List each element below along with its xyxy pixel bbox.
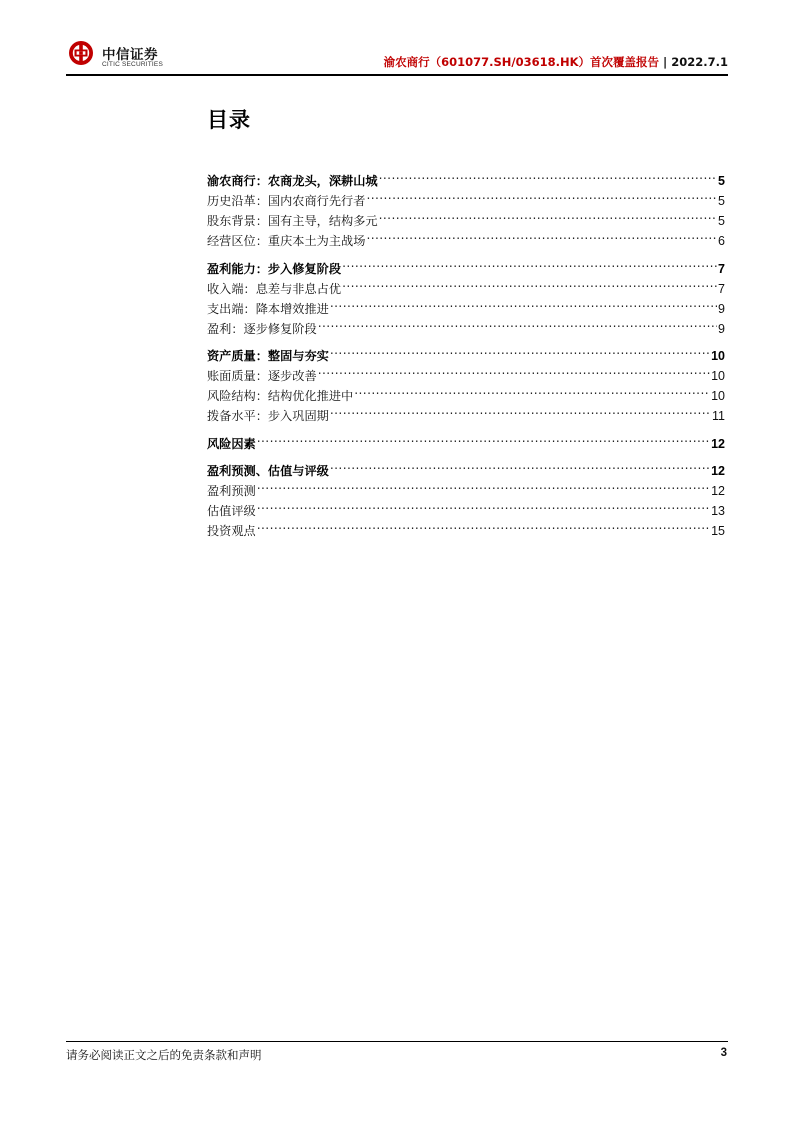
toc-dot-leader (354, 380, 710, 400)
toc-dot-leader (330, 455, 710, 475)
toc-entry-title: 资产质量：整固与夯实 (207, 349, 329, 363)
footer-disclaimer: 请务必阅读正文之后的免责条款和声明 (66, 1048, 262, 1062)
footer-divider (66, 1041, 728, 1042)
toc-dot-leader (318, 313, 717, 333)
toc-dot-leader (257, 475, 710, 495)
toc-dot-leader (318, 360, 710, 380)
toc-entry-page: 13 (711, 504, 725, 518)
toc-entry-title: 风险结构：结构优化推进中 (207, 389, 354, 403)
toc-section-entry[interactable] (207, 340, 725, 363)
toc-entry-page: 11 (712, 409, 725, 423)
report-title: 渝农商行（601077.SH/03618.HK）首次覆盖报告 (383, 55, 660, 69)
toc-dot-leader (257, 495, 710, 515)
toc-heading: 目录 (207, 108, 251, 132)
toc-entry-page: 10 (711, 389, 725, 403)
toc-entry-title: 风险因素 (207, 436, 256, 451)
report-date: 2022.7.1 (671, 55, 728, 69)
toc-section-entry[interactable] (207, 455, 725, 478)
toc-subsection-entry[interactable] (207, 475, 725, 498)
toc-dot-leader (330, 400, 711, 420)
toc-dot-leader (366, 185, 717, 205)
toc-entry-page: 5 (718, 174, 725, 188)
toc-dot-leader (342, 273, 717, 293)
report-info (384, 54, 728, 70)
page-header (66, 36, 728, 76)
toc-entry-page: 15 (711, 524, 725, 538)
toc-entry-title: 盈利预测 (207, 484, 256, 498)
toc-entry-title: 历史沿革：国内农商行先行者 (207, 194, 366, 208)
toc-entry-title: 账面质量：逐步改善 (207, 369, 317, 383)
toc-dot-leader (379, 205, 717, 225)
toc-entry-page: 9 (718, 321, 725, 336)
toc-dot-leader (330, 293, 717, 313)
logo-text-en: CITIC SECURITIES (102, 61, 163, 68)
toc-entry-page: 5 (718, 194, 725, 208)
toc-entry-page: 5 (718, 214, 725, 228)
toc-entry-title: 收入端：息差与非息占优 (207, 281, 342, 296)
toc-dot-leader (342, 253, 717, 273)
toc-dot-leader (257, 428, 710, 448)
toc-section-gap (207, 448, 725, 456)
toc-subsection-entry[interactable] (207, 515, 725, 538)
toc-entry-title: 拨备水平：步入巩固期 (207, 409, 329, 423)
toc-entry-title: 渝农商行：农商龙头，深耕山城 (207, 174, 378, 188)
toc-entry-title: 股东背景：国有主导，结构多元 (207, 214, 378, 228)
logo-text-cn: 中信证券 (102, 47, 158, 63)
header-divider (66, 74, 728, 76)
toc-entry-title: 经营区位：重庆本土为主战场 (207, 234, 366, 248)
header-separator: | (663, 55, 668, 69)
toc-entry-title: 盈利：逐步修复阶段 (207, 321, 317, 336)
toc-section-entry[interactable] (207, 428, 725, 451)
toc-subsection-entry[interactable] (207, 495, 725, 518)
toc-entry-page: 9 (718, 301, 725, 316)
citic-logo-icon (68, 40, 94, 66)
toc-dot-leader (379, 165, 717, 185)
toc-dot-leader (257, 515, 710, 535)
company-logo (68, 40, 178, 74)
toc-entry-page: 12 (711, 484, 725, 498)
toc-entry-page: 10 (711, 369, 725, 383)
toc-entry-title: 估值评级 (207, 504, 256, 518)
toc-entry-page: 12 (711, 464, 725, 478)
toc-entry-title: 盈利预测、估值与评级 (207, 464, 329, 478)
toc-entry-page: 10 (711, 349, 725, 363)
toc-entry-title: 支出端：降本增效推进 (207, 301, 329, 316)
toc-entry-page: 12 (711, 436, 725, 451)
toc-entry-page: 7 (718, 261, 725, 276)
toc-dot-leader (366, 225, 717, 245)
table-of-contents (207, 165, 725, 538)
toc-entry-page: 6 (718, 234, 725, 248)
toc-entry-title: 投资观点 (207, 524, 256, 538)
toc-section-entry[interactable] (207, 165, 725, 188)
toc-entry-title: 盈利能力：步入修复阶段 (207, 261, 342, 276)
toc-section-entry[interactable] (207, 253, 725, 276)
page-number: 3 (720, 1047, 727, 1059)
toc-entry-page: 7 (718, 281, 725, 296)
toc-dot-leader (330, 340, 710, 360)
